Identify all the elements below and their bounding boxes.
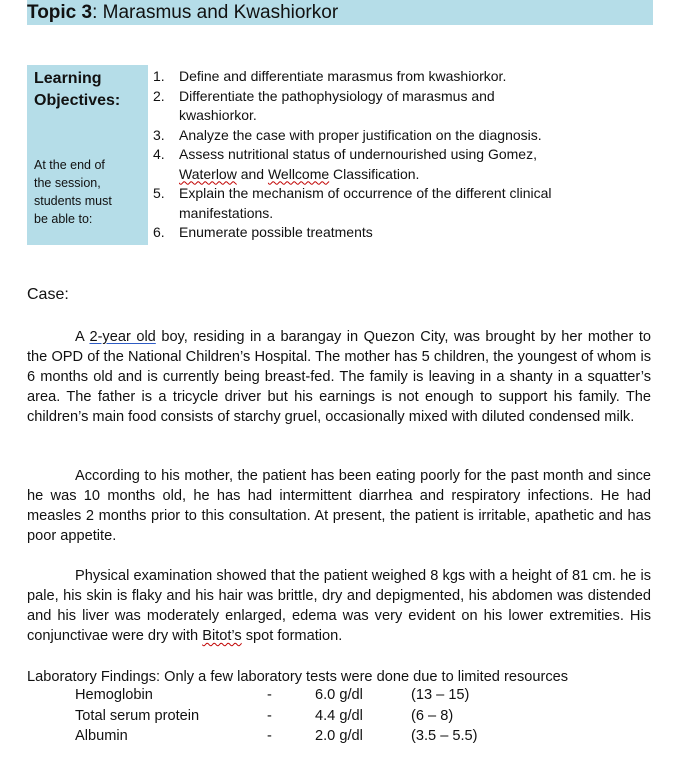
objective-item: 3. Analyze the case with proper justification on the diagnosis. <box>153 126 542 143</box>
spellcheck-word: Bitot’s <box>202 628 242 644</box>
objective-item: 4. Assess nutritional status of undernourished using Gomez, Waterlow and Wellcome Classification. <box>153 146 537 182</box>
case-label: Case: <box>27 286 69 303</box>
lab-row: Albumin - 2.0 g/dl (3.5 – 5.5) <box>75 728 478 744</box>
case-paragraph-1: A 2-year old boy, residing in a barangay in Quezon City, was brought by her mother to the OPD of the National Children’s Hospital. The mother has 5 children, the youngest of whom is 6 months old and is currently being breast-fed. The family is leaving in a shanty in a squatter’s area. The father is a tricycle driver but his earnings is not enough to support his family. The children’s main food consists of starchy gruel, occasionally mixed with diluted condensed milk. <box>27 329 652 425</box>
objective-item: 5. Explain the mechanism of occurrence of the different clinical manifestations. <box>153 185 552 221</box>
objectives-intro: At the end of the session, students must be able to: <box>34 158 112 226</box>
spellcheck-word: Waterlow <box>179 165 237 182</box>
topic-number: Topic 3 <box>27 2 93 23</box>
spellcheck-word: Wellcome <box>267 165 330 182</box>
objectives-list <box>153 67 593 243</box>
lab-row: Hemoglobin - 6.0 g/dl (13 – 15) <box>75 687 470 703</box>
objective-item: 6. Enumerate possible treatments <box>153 224 373 240</box>
case-paragraph-2: According to his mother, the patient has been eating poorly for the past month and since he was 10 months old, he has had intermittent diarrhea and respiratory infections. He had measles 2 months prior to this consultation. At present, the patient is irritable, apathetic and has poor appetite. <box>27 468 651 544</box>
objective-item: 1. Define and differentiate marasmus from kwashiorkor. <box>153 68 507 84</box>
lab-row: Total serum protein - 4.4 g/dl (6 – 8) <box>75 708 454 724</box>
case-paragraph-3: Physical examination showed that the patient weighed 8 kgs with a height of 81 cm. he is pale, his skin is flaky and his hair was brittle, dry and depigmented, his abdomen was distended and his liver was moderately enlarged, edema was very evident on his lower extremities. His conjunctivae were dry with Bitot’s spot formation. <box>27 568 651 644</box>
grammar-flag: 2-year old <box>89 329 156 345</box>
objectives-box <box>27 65 148 245</box>
topic-name: : Marasmus and Kwashiorkor <box>92 2 339 23</box>
objectives-heading: Learning Objectives: <box>34 70 121 109</box>
lab-findings-title: Laboratory Findings: Only a few laboratory tests were done due to limited resources <box>27 669 569 685</box>
objective-item: 2. Differentiate the pathophysiology of marasmus and kwashiorkor. <box>153 87 495 123</box>
topic-title <box>27 0 653 25</box>
